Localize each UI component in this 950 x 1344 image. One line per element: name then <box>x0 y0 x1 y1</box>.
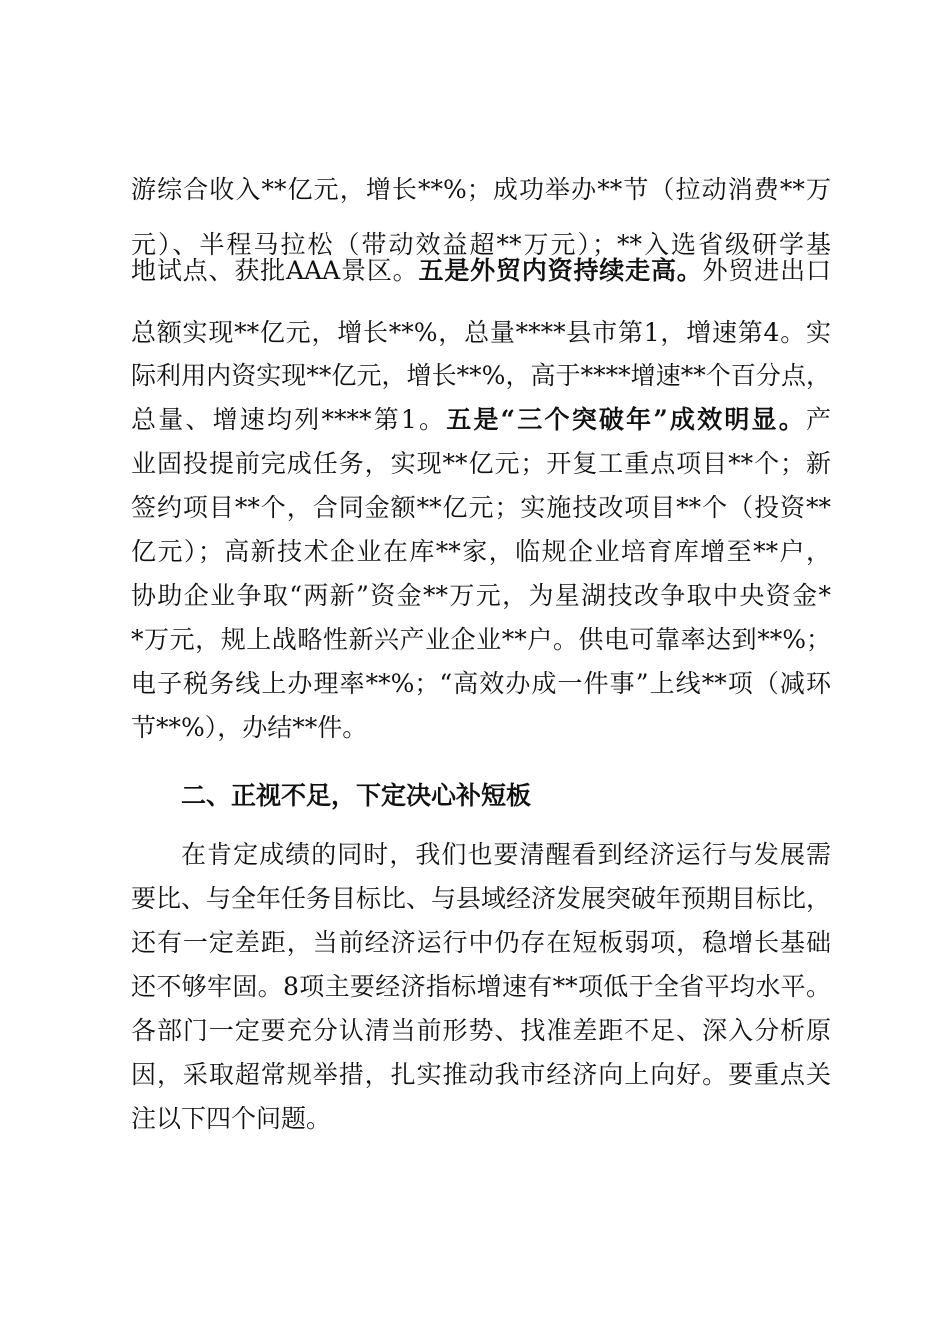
text-segment: 际利用内资实现**亿元，增长**%，高于****增速**个百分点， <box>131 361 831 390</box>
text-segment: 外贸进出口 <box>702 256 831 285</box>
paragraph2-line-1: 在肯定成绩的同时，我们也要清醒看到经济运行与发展需 <box>181 840 831 869</box>
text-segment: 总额实现**亿元，增长**%，总量****县市第1，增速第4。实 <box>131 318 831 347</box>
bold-lead-three-breakthroughs: 五是“三个突破年”成效明显。 <box>446 405 806 434</box>
paragraph1-line-7 <box>131 444 831 484</box>
text-segment: 元）、半程马拉松（带动效益超**万元）；**入选省级研学基 <box>131 230 831 259</box>
text-segment: 地试点、获批AAA景区。 <box>131 256 419 285</box>
paragraph2-line-3: 还有一定差距，当前经济运行中仍存在短板弱项，稳增长基础 <box>131 928 831 957</box>
text-segment: 电子税务线上办理率**%；“高效办成一件事”上线**项（减环 <box>131 669 831 698</box>
paragraph1-line-3 <box>131 251 831 291</box>
paragraph2-line-5: 各部门一定要充分认清当前形势、找准差距不足、深入分析原 <box>131 1016 831 1045</box>
text-segment: 协助企业争取“两新”资金**万元，为星湖技改争取中央资金* <box>131 581 831 610</box>
paragraph1-line-9 <box>131 532 831 572</box>
text-segment: 节**%），办结**件。 <box>131 713 368 742</box>
text-segment: 业固投提前完成任务，实现**亿元；开复工重点项目**个；新 <box>131 449 831 478</box>
paragraph2-line-7: 注以下四个问题。 <box>131 1104 332 1133</box>
paragraph1-line-8 <box>131 488 831 528</box>
text-segment: 亿元）；高新技术企业在库**家，临规企业培育库增至**户， <box>131 537 831 566</box>
text-segment: 产 <box>805 405 831 434</box>
paragraph2-line-4: 还不够牢固。8项主要经济指标增速有**项低于全省平均水平。 <box>131 972 831 1001</box>
paragraph1-line-4 <box>131 313 831 353</box>
paragraph1-line-13 <box>131 708 831 748</box>
paragraph1-line-10 <box>131 576 831 616</box>
paragraph1-line-12 <box>131 664 831 704</box>
paragraph2-line-2: 要比、与全年任务目标比、与县域经济发展突破年预期目标比， <box>131 884 832 913</box>
text-segment: 游综合收入**亿元，增长**%；成功举办**节（拉动消费**万 <box>131 175 831 204</box>
paragraph2-line-6: 因，采取超常规举措，扎实推动我市经济向上向好。要重点关 <box>131 1060 831 1089</box>
paragraph1-line-1 <box>131 170 831 210</box>
section-heading: 二、正视不足，下定决心补短板 <box>181 781 532 810</box>
text-segment: 总量、增速均列****第1。 <box>131 405 447 434</box>
text-segment: 签约项目**个，合同金额**亿元；实施技改项目**个（投资** <box>131 493 831 522</box>
paragraph1-line-6 <box>131 400 831 440</box>
paragraph1-line-11 <box>131 620 831 660</box>
paragraph1-line-5 <box>131 356 831 396</box>
bold-lead-foreign-trade: 五是外贸内资持续走高。 <box>418 256 703 285</box>
text-segment: *万元，规上战略性新兴产业企业**户。供电可靠率达到**%； <box>131 625 831 654</box>
